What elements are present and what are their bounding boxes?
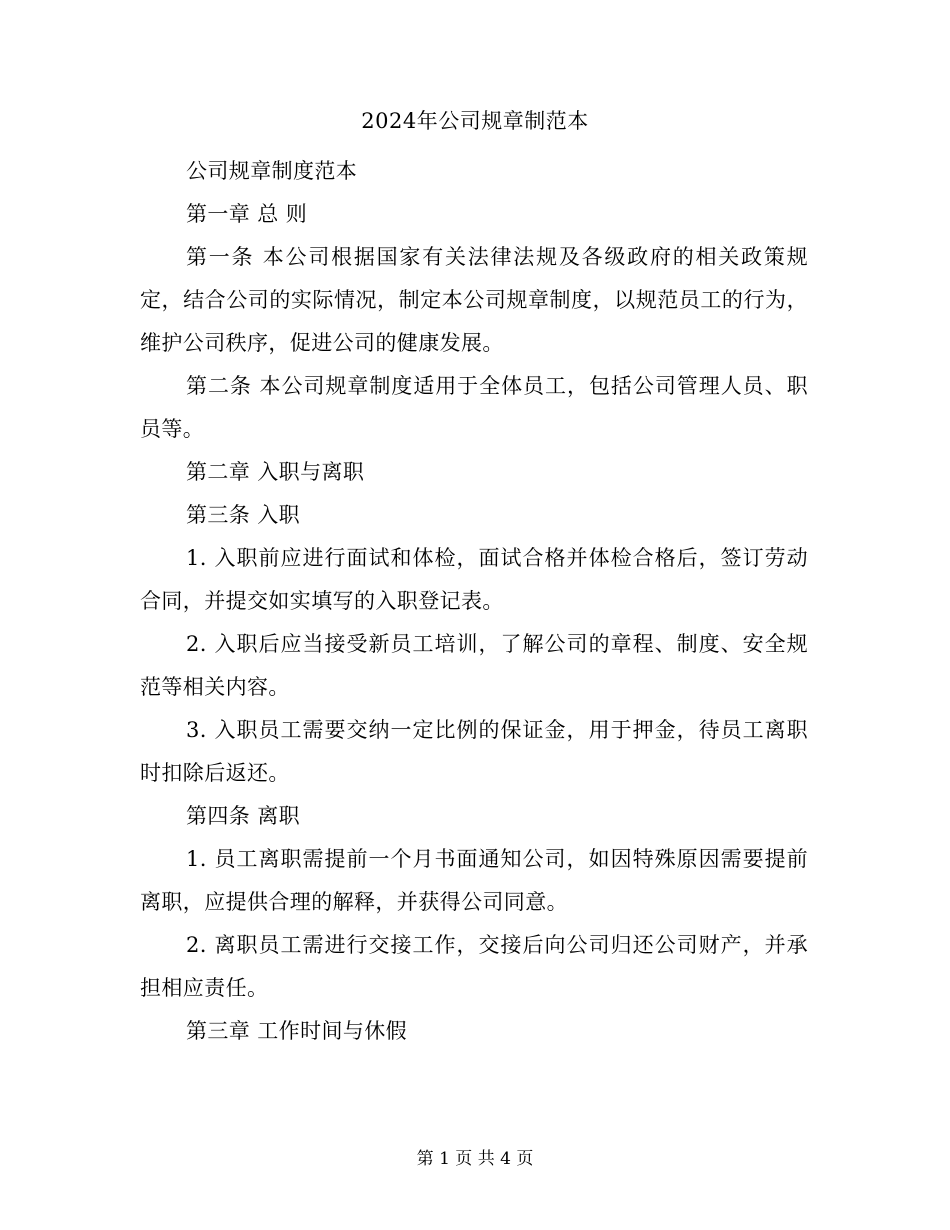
document-title: 2024年公司规章制范本 bbox=[361, 109, 589, 133]
list-item: 2. 离职员工需进行交接工作，交接后向公司归还公司财产，并承担相应责任。 bbox=[140, 933, 808, 1000]
chapter-heading: 第一章 总 则 bbox=[186, 202, 308, 226]
paragraph: 第一条 本公司根据国家有关法律法规及各级政府的相关政策规定，结合公司的实际情况，制定本公司规章制度，以规范员工的行为，维护公司秩序，促进公司的健康发展。 bbox=[140, 245, 808, 355]
article-heading: 第四条 离职 bbox=[186, 804, 301, 828]
list-item: 1. 入职前应进行面试和体检，面试合格并体检合格后，签订劳动合同，并提交如实填写的入职登记表。 bbox=[140, 546, 808, 613]
page-number-footer: 第 1 页 共 4 页 bbox=[416, 1149, 534, 1169]
article-heading: 第三条 入职 bbox=[186, 503, 301, 527]
list-item: 3. 入职员工需要交纳一定比例的保证金，用于押金，待员工离职时扣除后返还。 bbox=[140, 718, 808, 785]
chapter-heading: 第二章 入职与离职 bbox=[186, 460, 365, 484]
list-item: 1. 员工离职需提前一个月书面通知公司，如因特殊原因需要提前离职，应提供合理的解释，并获得公司同意。 bbox=[140, 847, 808, 914]
chapter-heading: 第三章 工作时间与休假 bbox=[186, 1019, 408, 1043]
document-body bbox=[140, 150, 808, 1053]
paragraph: 公司规章制度范本 bbox=[186, 159, 358, 183]
paragraph: 第二条 本公司规章制度适用于全体员工，包括公司管理人员、职员等。 bbox=[140, 374, 808, 441]
list-item: 2. 入职后应当接受新员工培训，了解公司的章程、制度、安全规范等相关内容。 bbox=[140, 632, 808, 699]
